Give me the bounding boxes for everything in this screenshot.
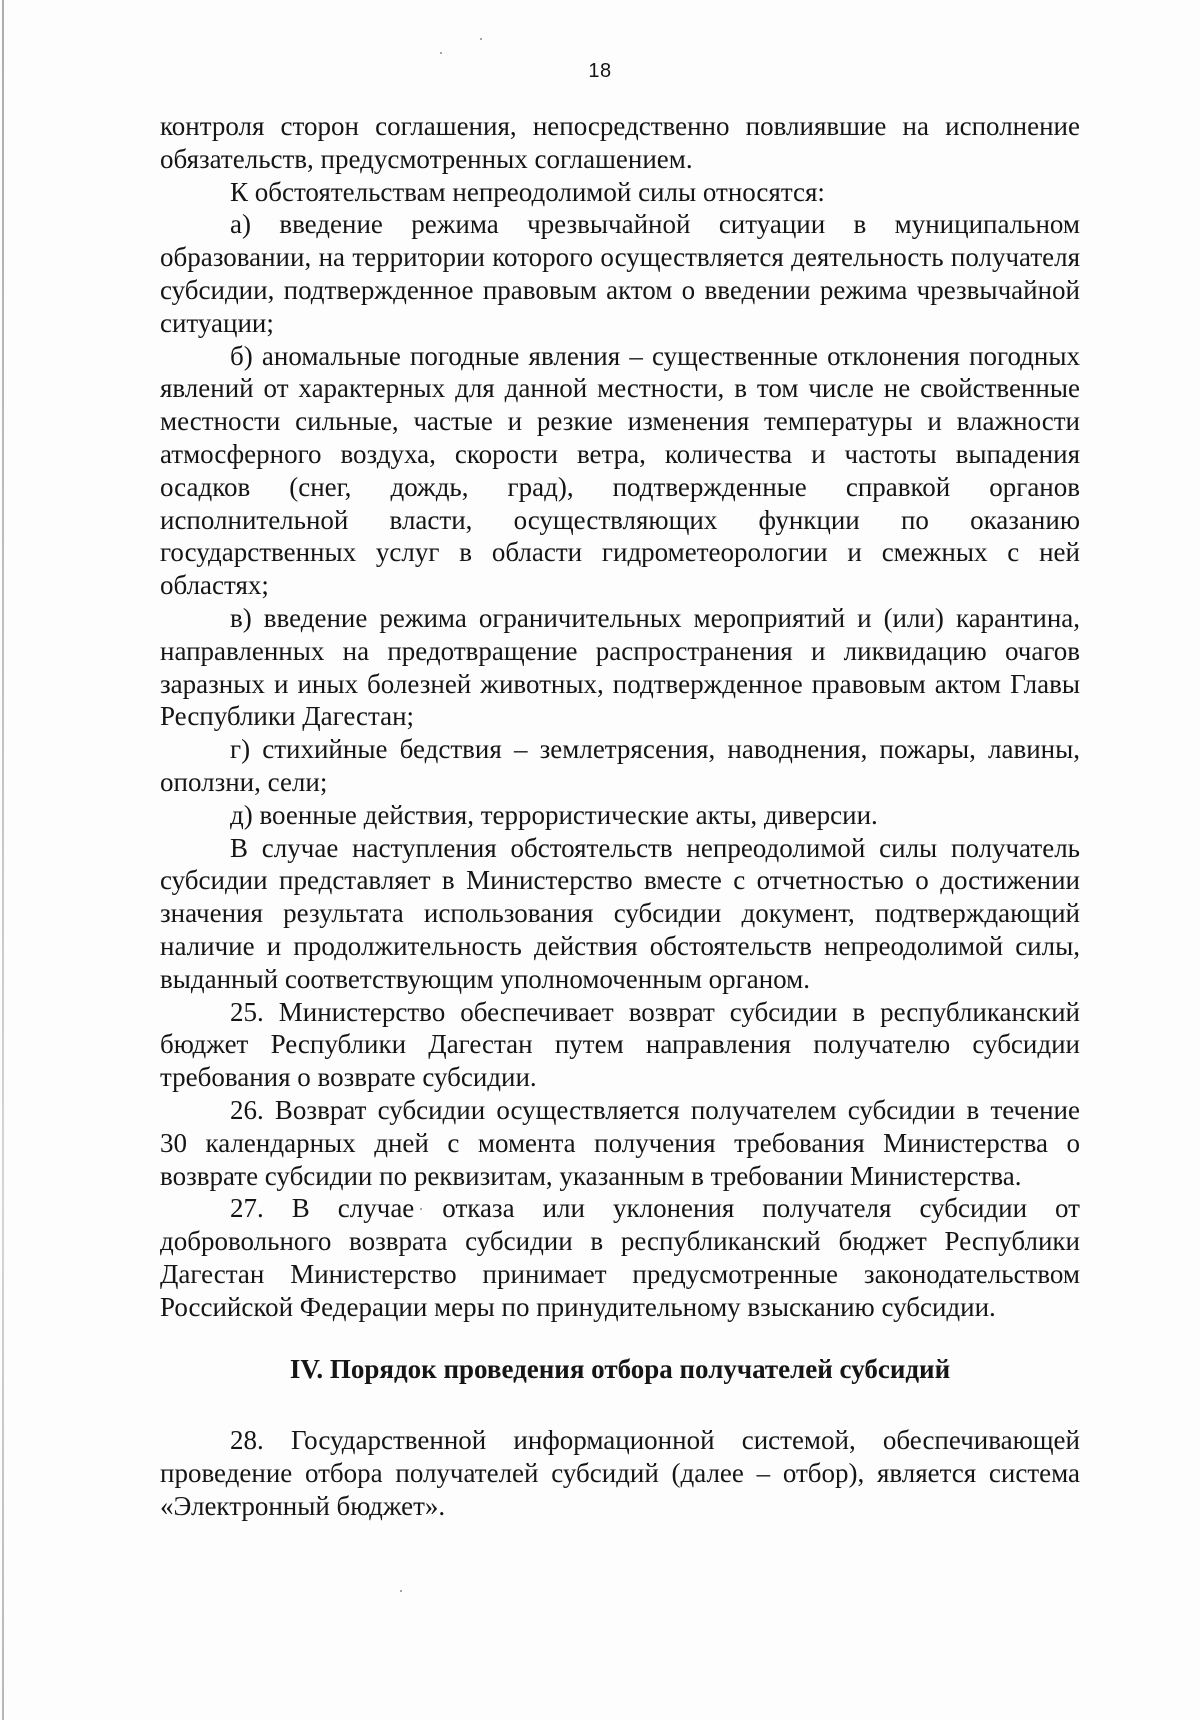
paragraph: К обстоятельствам непреодолимой силы относятся: <box>230 176 825 207</box>
list-item-a: а) введение режима чрезвычайной ситуации в муниципальном образовании, на территории которого осуществляется деятельность получателя субсидии, подтвержденное правовым актом о введении режима чрезвычайной ситуации; <box>160 209 1080 338</box>
body-text <box>160 110 1080 1523</box>
scan-speck <box>400 1590 402 1592</box>
page-number: 18 <box>588 60 612 82</box>
clause-27: 27. В случае отказа или уклонения получателя субсидии от добровольного возврата субсидии в республиканский бюджет Республики Дагестан Министерство принимает предусмотренные законодательством Российской Федерации меры по принудительному взысканию субсидии. <box>160 1193 1080 1322</box>
list-item-d: д) военные действия, террористические акты, диверсии. <box>230 799 878 830</box>
list-item-v: в) введение режима ограничительных мероприятий и (или) карантина, направленных на предотвращение распространения и ликвидацию очагов заразных и иных болезней животных, подтвержденное правовым актом Главы Республики Дагестан; <box>160 602 1080 732</box>
scan-speck <box>440 52 442 54</box>
clause-28: 28. Государственной информационной системой, обеспечивающей проведение отбора получателей субсидий (далее – отбор), является система «Электронный бюджет». <box>160 1425 1080 1521</box>
scan-speck <box>480 38 482 40</box>
scan-edge <box>2 0 4 1720</box>
section-heading: IV. Порядок проведения отбора получателей субсидий <box>289 1354 951 1385</box>
clause-25: 25. Министерство обеспечивает возврат субсидии в республиканский бюджет Республики Дагестан путем направления получателю субсидии требования о возврате субсидии. <box>160 996 1080 1093</box>
list-item-g: г) стихийные бедствия – землетрясения, наводнения, пожары, лавины, оползни, сели; <box>160 734 1080 797</box>
paragraph: В случае наступления обстоятельств непреодолимой силы получатель субсидии представляет в Министерство вместе с отчетностью о достижении значения результата использования субсидии документ, подтверждающий наличие и продолжительность действия обстоятельств непреодолимой силы, выданный соответствующим уполномоченным органом. <box>160 832 1080 994</box>
list-item-b: б) аномальные погодные явления – существенные отклонения погодных явлений от характерных для данной местности, в том числе не свойственные местности сильные, частые и резкие изменения температуры и влажности атмосферного воздуха, скорости ветра, количества и частоты выпадения осадков (снег, дождь, град), подтвержденные справкой органов исполнительной власти, осуществляющих функции по оказанию государственных услуг в области гидрометеорологии и смежных с ней областях; <box>160 340 1080 601</box>
paragraph-continuation: контроля сторон соглашения, непосредственно повлиявшие на исполнение обязательств, предусмотренных соглашением. <box>160 111 1080 174</box>
clause-26: 26. Возврат субсидии осуществляется получателем субсидии в течение 30 календарных дней с момента получения требования Министерства о возврате субсидии по реквизитам, указанным в требовании Министерства. <box>160 1094 1080 1191</box>
